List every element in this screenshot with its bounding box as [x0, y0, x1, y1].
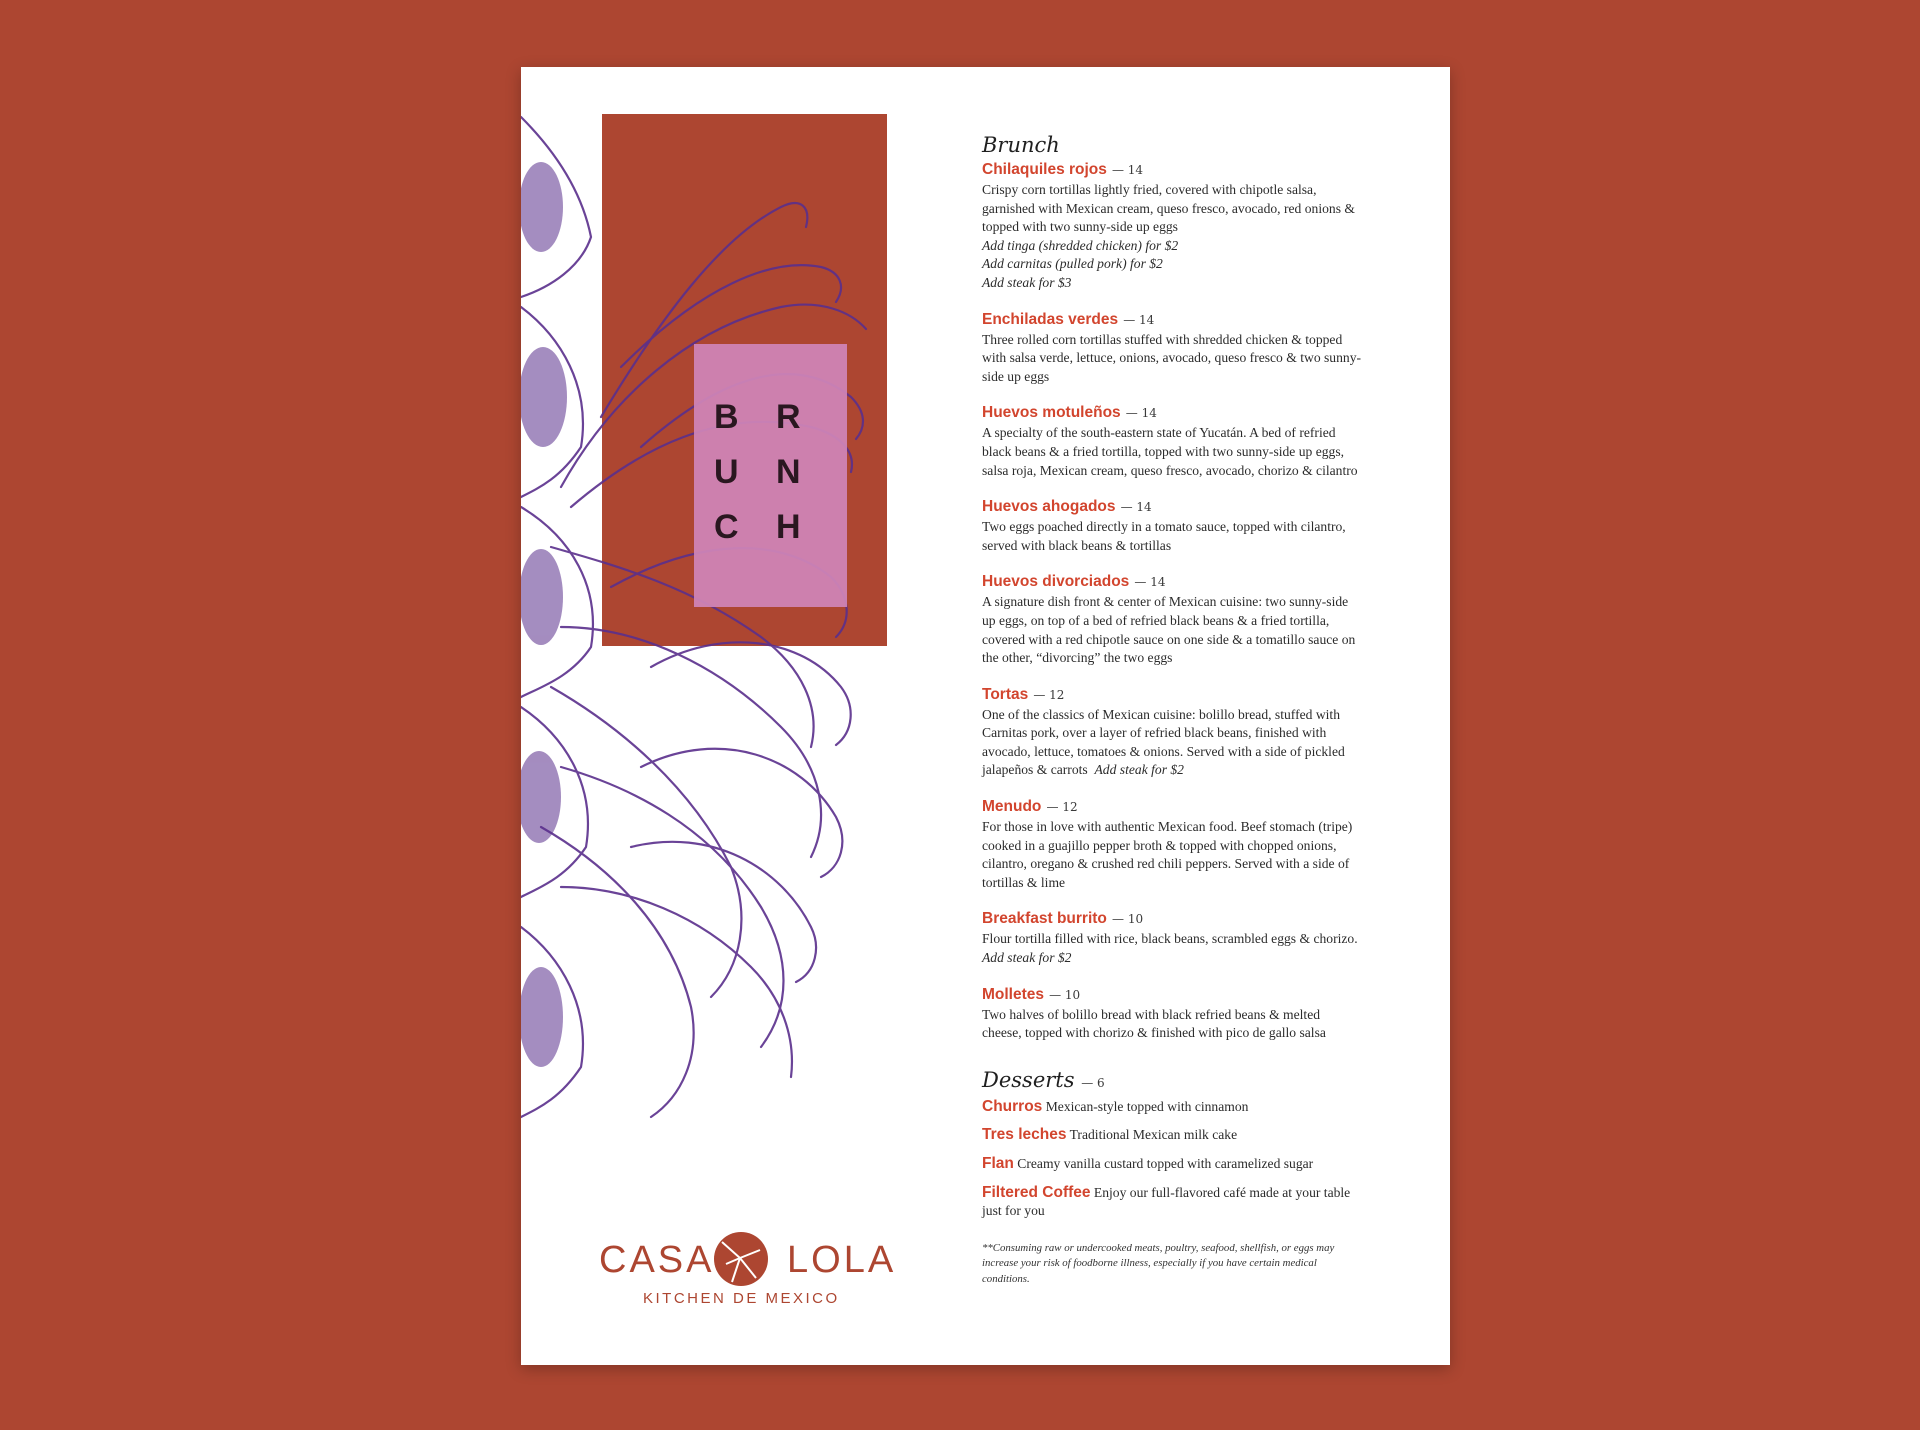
- item-name: Huevos ahogados: [982, 498, 1116, 516]
- item-name: Breakfast burrito: [982, 910, 1107, 928]
- brunch-feature-title: [714, 397, 824, 547]
- dessert-item: [982, 1184, 1362, 1221]
- item-description-text: One of the classics of Mexican cuisine: bolillo bread, stuffed with Carnitas pork, over a layer of refried black beans, finished with avocado, lettuce, tomatoes & onions. Served with a side of pickled jalapeños & carrots: [982, 706, 1345, 778]
- item-price: — 14: [1125, 406, 1157, 421]
- food-safety-disclaimer: **Consuming raw or undercooked meats, poultry, seafood, shellfish, or eggs may increase your risk of foodborne illness, especially if you have certain medical conditions.: [982, 1241, 1335, 1285]
- item-price: — 10: [1049, 987, 1081, 1002]
- item-description: [982, 706, 1362, 780]
- menu-column: [982, 132, 1362, 1287]
- menu-item: [982, 683, 1362, 780]
- desserts-price: — 6: [1081, 1075, 1105, 1090]
- item-name: Menudo: [982, 798, 1042, 816]
- feature-letter: N: [776, 453, 801, 491]
- item-description: Two halves of bolillo bread with black refried beans & melted cheese, topped with chorizo & finished with pico de gallo salsa: [982, 1006, 1326, 1041]
- dessert-name: Flan: [982, 1155, 1014, 1172]
- item-price: — 14: [1123, 312, 1155, 327]
- menu-sheet: [521, 67, 1450, 1365]
- item-addon: Add carnitas (pulled pork) for $2: [982, 256, 1163, 272]
- item-addon: Add tinga (shredded chicken) for $2: [982, 237, 1179, 253]
- dessert-item: [982, 1126, 1362, 1145]
- item-addon: Add steak for $3: [982, 274, 1072, 290]
- dessert-item: [982, 1155, 1362, 1174]
- dessert-description: Creamy vanilla custard topped with caramelized sugar: [1017, 1156, 1314, 1171]
- dessert-name: Tres leches: [982, 1126, 1067, 1144]
- logo-word-left: CASA: [599, 1239, 715, 1281]
- feature-letter: C: [714, 508, 739, 546]
- item-name: Chilaquiles rojos: [982, 161, 1107, 178]
- item-price: — 10: [1112, 912, 1144, 927]
- item-description: [982, 930, 1362, 967]
- item-description-text: Flour tortilla filled with rice, black beans, scrambled eggs & chorizo.: [982, 931, 1358, 947]
- item-description: Two eggs poached directly in a tomato sauce, topped with cilantro, served with black beans & tortillas: [982, 519, 1346, 553]
- feature-letter: R: [776, 398, 801, 436]
- feature-letter: U: [714, 453, 739, 491]
- menu-item: [982, 795, 1362, 892]
- brunch-section-title: Brunch: [982, 133, 1060, 157]
- desserts-section-title: [982, 1067, 1362, 1096]
- item-price: — 12: [1046, 800, 1078, 815]
- logo-word-right: LOLA: [787, 1239, 897, 1281]
- item-description: Three rolled corn tortillas stuffed with shredded chicken & topped with salsa verde, lettuce, onions, avocado, queso fresco & two sunny-side up eggs: [982, 331, 1362, 384]
- item-price: — 14: [1120, 500, 1152, 515]
- menu-item: [982, 570, 1362, 667]
- item-addon: Add steak for $2: [982, 950, 1072, 966]
- item-name: Tortas: [982, 685, 1029, 703]
- menu-item: [982, 158, 1362, 293]
- menu-item: [982, 495, 1362, 555]
- dessert-name: Filtered Coffee: [982, 1183, 1091, 1201]
- item-price: — 14: [1111, 163, 1144, 177]
- item-description: For those in love with authentic Mexican food. Beef stomach (tripe) cooked in a guajillo pepper broth & topped with chopped onions, cilantro, oregano & crushed red chili peppers. Served with a side of tortillas & lime: [982, 819, 1353, 890]
- dessert-name: Churros: [982, 1097, 1043, 1115]
- item-name: Huevos divorciados: [982, 573, 1130, 591]
- item-addon: Add steak for $2: [1094, 762, 1184, 778]
- dessert-description: Enjoy our full-flavored café made at your table just for you: [982, 1184, 1351, 1219]
- item-name: Huevos motuleños: [982, 404, 1121, 422]
- item-description: A specialty of the south-eastern state of Yucatán. A bed of refried black beans & a fried tortilla, topped with two sunny-side up eggs, salsa roja, Mexican cream, queso fresco, avocado, chorizo & cilantro: [982, 425, 1358, 478]
- menu-item: [982, 907, 1362, 967]
- agave-illustration: [521, 67, 961, 1247]
- item-price: — 14: [1134, 575, 1166, 590]
- feature-letter: B: [714, 398, 739, 436]
- item-name: Molletes: [982, 985, 1045, 1003]
- menu-item: [982, 401, 1362, 480]
- dessert-description: Mexican-style topped with cinnamon: [1045, 1098, 1249, 1114]
- menu-item: [982, 308, 1362, 387]
- item-name: Enchiladas verdes: [982, 310, 1119, 328]
- dessert-item: [982, 1098, 1362, 1117]
- logo-mark-icon: [712, 1230, 770, 1288]
- logo-tagline: KITCHEN DE MEXICO: [643, 1290, 840, 1307]
- item-price: — 12: [1033, 687, 1065, 702]
- item-description: Crispy corn tortillas lightly fried, covered with chipotle salsa, garnished with Mexican cream, queso fresco, avocado, red onions & topped with two sunny-side up eggs: [982, 182, 1355, 235]
- menu-item: [982, 983, 1362, 1043]
- desserts-title-text: Desserts: [982, 1067, 1075, 1092]
- item-description: A signature dish front & center of Mexican cuisine: two sunny-side up eggs, on top of a bed of refried black beans & a fried tortilla, covered with a red chipotle sauce on one side & a tomatillo sauce on the other, “divorcing” the two eggs: [982, 594, 1356, 666]
- dessert-description: Traditional Mexican milk cake: [1069, 1127, 1238, 1143]
- feature-letter: H: [776, 508, 801, 546]
- casa-lola-logo: [599, 1230, 899, 1325]
